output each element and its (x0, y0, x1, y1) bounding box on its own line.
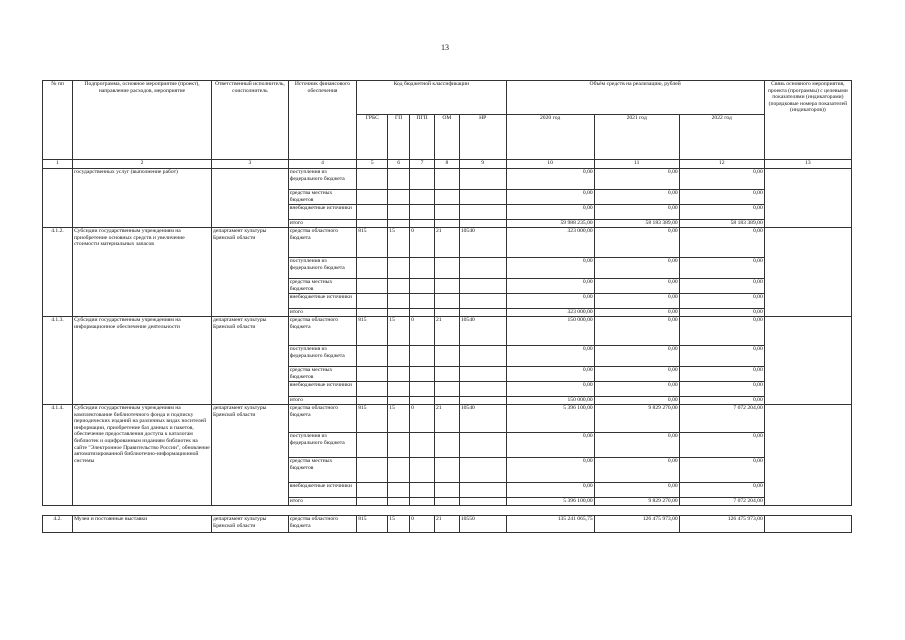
measure-name: Субсидии государственным учреждениям на комплектование библиотечного фонда и подписку периодических изданий на различных видах носителей информации, приобретение баз данных и пакетов, обеспечение предоставления доступа к каталогам библиотек и оцифрованным изданиям библиотек на сайте "Электронное Правительство России", обновление автоматизированной библиотечно-информационной системы (73, 405, 212, 506)
source-cell: внебюджетные источники (288, 205, 356, 220)
responsible: департамент культуры Брянской области (212, 317, 289, 405)
colnum: 12 (679, 160, 764, 169)
colnum: 9 (459, 160, 506, 169)
header-nr: НР (459, 115, 506, 160)
source-cell: средства областного бюджета (288, 516, 356, 533)
table-row: 4.2. Музеи и постоянные выставки департамент культуры Брянской области средства областного бюджета 815 15 0 21 10550 135 241 065,75 126 475 973,00 126 475 973,00 (43, 516, 852, 533)
colnum: 3 (212, 160, 289, 169)
source-cell: внебюджетные источники (288, 483, 356, 498)
header-gp: ГП (388, 115, 410, 160)
header-2020: 2020 год (506, 115, 594, 160)
header-num: № пп (43, 81, 73, 160)
header-responsible: Ответственный исполнитель, соисполнитель (212, 81, 289, 160)
column-numbers-row (43, 160, 852, 169)
table-row: внебюджетные источники 0,00 0,00 0,00 (43, 294, 852, 309)
source-cell: средства областного бюджета (288, 317, 356, 346)
table-row: средства местных бюджетов 0,00 0,00 0,00 (289, 367, 763, 380)
source-cell: средства местных бюджетов (288, 279, 356, 294)
header-subprogram: Подпрограмма, основное мероприятие (проект), направление расходов, мероприятие (73, 81, 212, 160)
source-cell: средства областного бюджета (288, 228, 356, 258)
row-number: 4.1.2. (43, 228, 73, 317)
source-cell: средства областного бюджета (288, 405, 356, 433)
source-cell: поступления из федерального бюджета (288, 433, 356, 458)
source-cell: итого (288, 309, 356, 317)
table-row: поступления из федерального бюджета 0,00 0,00 0,00 (43, 258, 852, 279)
colnum: 7 (410, 160, 435, 169)
header-budget-code: Код бюджетной классификации (357, 81, 506, 115)
table-row-total: итого 323 000,00 0,00 0,00 (289, 309, 763, 315)
spacer-row (43, 506, 852, 516)
page-number: 13 (441, 43, 449, 52)
table-row-total: итого 150 000,00 0,00 0,00 (289, 397, 763, 403)
colnum: 8 (434, 160, 459, 169)
header-volume: Объём средств на реализацию, рублей (506, 81, 764, 115)
source-cell: поступления из федерального бюджета (288, 169, 356, 190)
table-row: внебюджетные источники 0,00 0,00 0,00 (43, 205, 852, 220)
measure-name: Субсидии государственным учреждениям на информационное обеспечение деятельности (73, 317, 212, 405)
source-cell: поступления из федерального бюджета (288, 346, 356, 367)
table-row: средства местных бюджетов 0,00 0,00 0,00 (43, 458, 852, 483)
colnum: 10 (506, 160, 594, 169)
colnum: 11 (594, 160, 679, 169)
header-grbs: ГРБС (357, 115, 388, 160)
table-row-total: итого 5 396 100,00 9 829 270,00 7 072 204,00 (289, 498, 763, 504)
source-cell: внебюджетные источники (288, 294, 356, 309)
source-cell: внебюджетные источники (288, 382, 356, 397)
colnum: 13 (764, 160, 851, 169)
header-om: ОМ (434, 115, 459, 160)
table-row: государственных услуг (выполнение работ) поступления из федерального бюджета 0,00 0,00 0,00 (43, 169, 852, 190)
table-row: 4.1.3. Субсидии государственным учреждениям на информационное обеспечение деятельности департамент культуры Брянской области средства областного бюджета 815 15 0 21 10540 150 000,00 0,00 0,00 (43, 317, 852, 346)
header-2021: 2021 год (594, 115, 679, 160)
source-cell: средства местных бюджетов (288, 458, 356, 483)
header-2022: 2022 год (679, 115, 764, 160)
source-cell: итого (288, 498, 356, 506)
row-number: 4.1.4. (43, 405, 73, 506)
source-cell: средства местных бюджетов (288, 190, 356, 205)
header-pgp: ПГП (410, 115, 435, 160)
table-row: внебюджетные источники 0,00 0,00 0,00 (43, 483, 852, 498)
measure-name: государственных услуг (выполнение работ) (73, 169, 212, 228)
table-row: 4.1.4. Субсидии государственным учреждениям на комплектование библиотечного фонда и подписку периодических изданий на различных видах носителей информации, приобретение баз данных и пакетов, обеспечение предоставления доступа к каталогам библиотек и оцифрованным изданиям библиотек на сайте "Электронное Правительство России", обновление автоматизированной библиотечно-информационной системы департамент культуры Брянской области средства областного бюджета 815 15 0 21 10540 5 396 100,00 9 829 270,00 7 072 204,00 (43, 405, 852, 433)
colnum: 1 (43, 160, 73, 169)
measure-name: Субсидии государственным учреждениям на приобретение основных средств и увеличение стоимости материальных запасов (73, 228, 212, 317)
row-number: 4.2. (43, 516, 73, 533)
table-row: 4.1.2. Субсидии государственным учреждениям на приобретение основных средств и увеличение стоимости материальных запасов департамент культуры Брянской области средства областного бюджета 815 15 0 21 10540 323 000,00 0,00 0,00 (43, 228, 852, 258)
table-row: поступления из федерального бюджета 0,00 0,00 0,00 (43, 433, 852, 458)
table-row-total: итого 59 988 235,00 58 183 389,00 58 183 389,00 (289, 220, 763, 226)
budget-table (42, 80, 852, 533)
source-cell: итого (288, 397, 356, 405)
colnum: 5 (357, 160, 388, 169)
header-link: Связь основного мероприятия, проекта (программы) с целевыми показателями (индикаторами) (порядковые номера показателей (индикаторов)) (764, 81, 851, 160)
colnum: 6 (388, 160, 410, 169)
table-row: средства местных бюджетов 0,00 0,00 0,00 (289, 279, 763, 292)
header-source: Источник финансового обеспечения (288, 81, 356, 160)
source-cell: средства местных бюджетов (288, 367, 356, 382)
colnum: 4 (288, 160, 356, 169)
table-row: внебюджетные источники 0,00 0,00 0,00 (43, 382, 852, 397)
row-number: 4.1.3. (43, 317, 73, 405)
responsible: департамент культуры Брянской области (212, 228, 289, 317)
colnum: 2 (73, 160, 212, 169)
source-cell: поступления из федерального бюджета (288, 258, 356, 279)
table-row: средства местных бюджетов 0,00 0,00 0,00 (289, 190, 763, 203)
responsible: департамент культуры Брянской области (212, 405, 289, 506)
measure-name: Музеи и постоянные выставки (73, 516, 212, 533)
responsible: департамент культуры Брянской области (212, 516, 289, 533)
table-row: поступления из федерального бюджета 0,00 0,00 0,00 (43, 346, 852, 367)
header-row (43, 81, 852, 115)
source-cell: итого (288, 220, 356, 228)
